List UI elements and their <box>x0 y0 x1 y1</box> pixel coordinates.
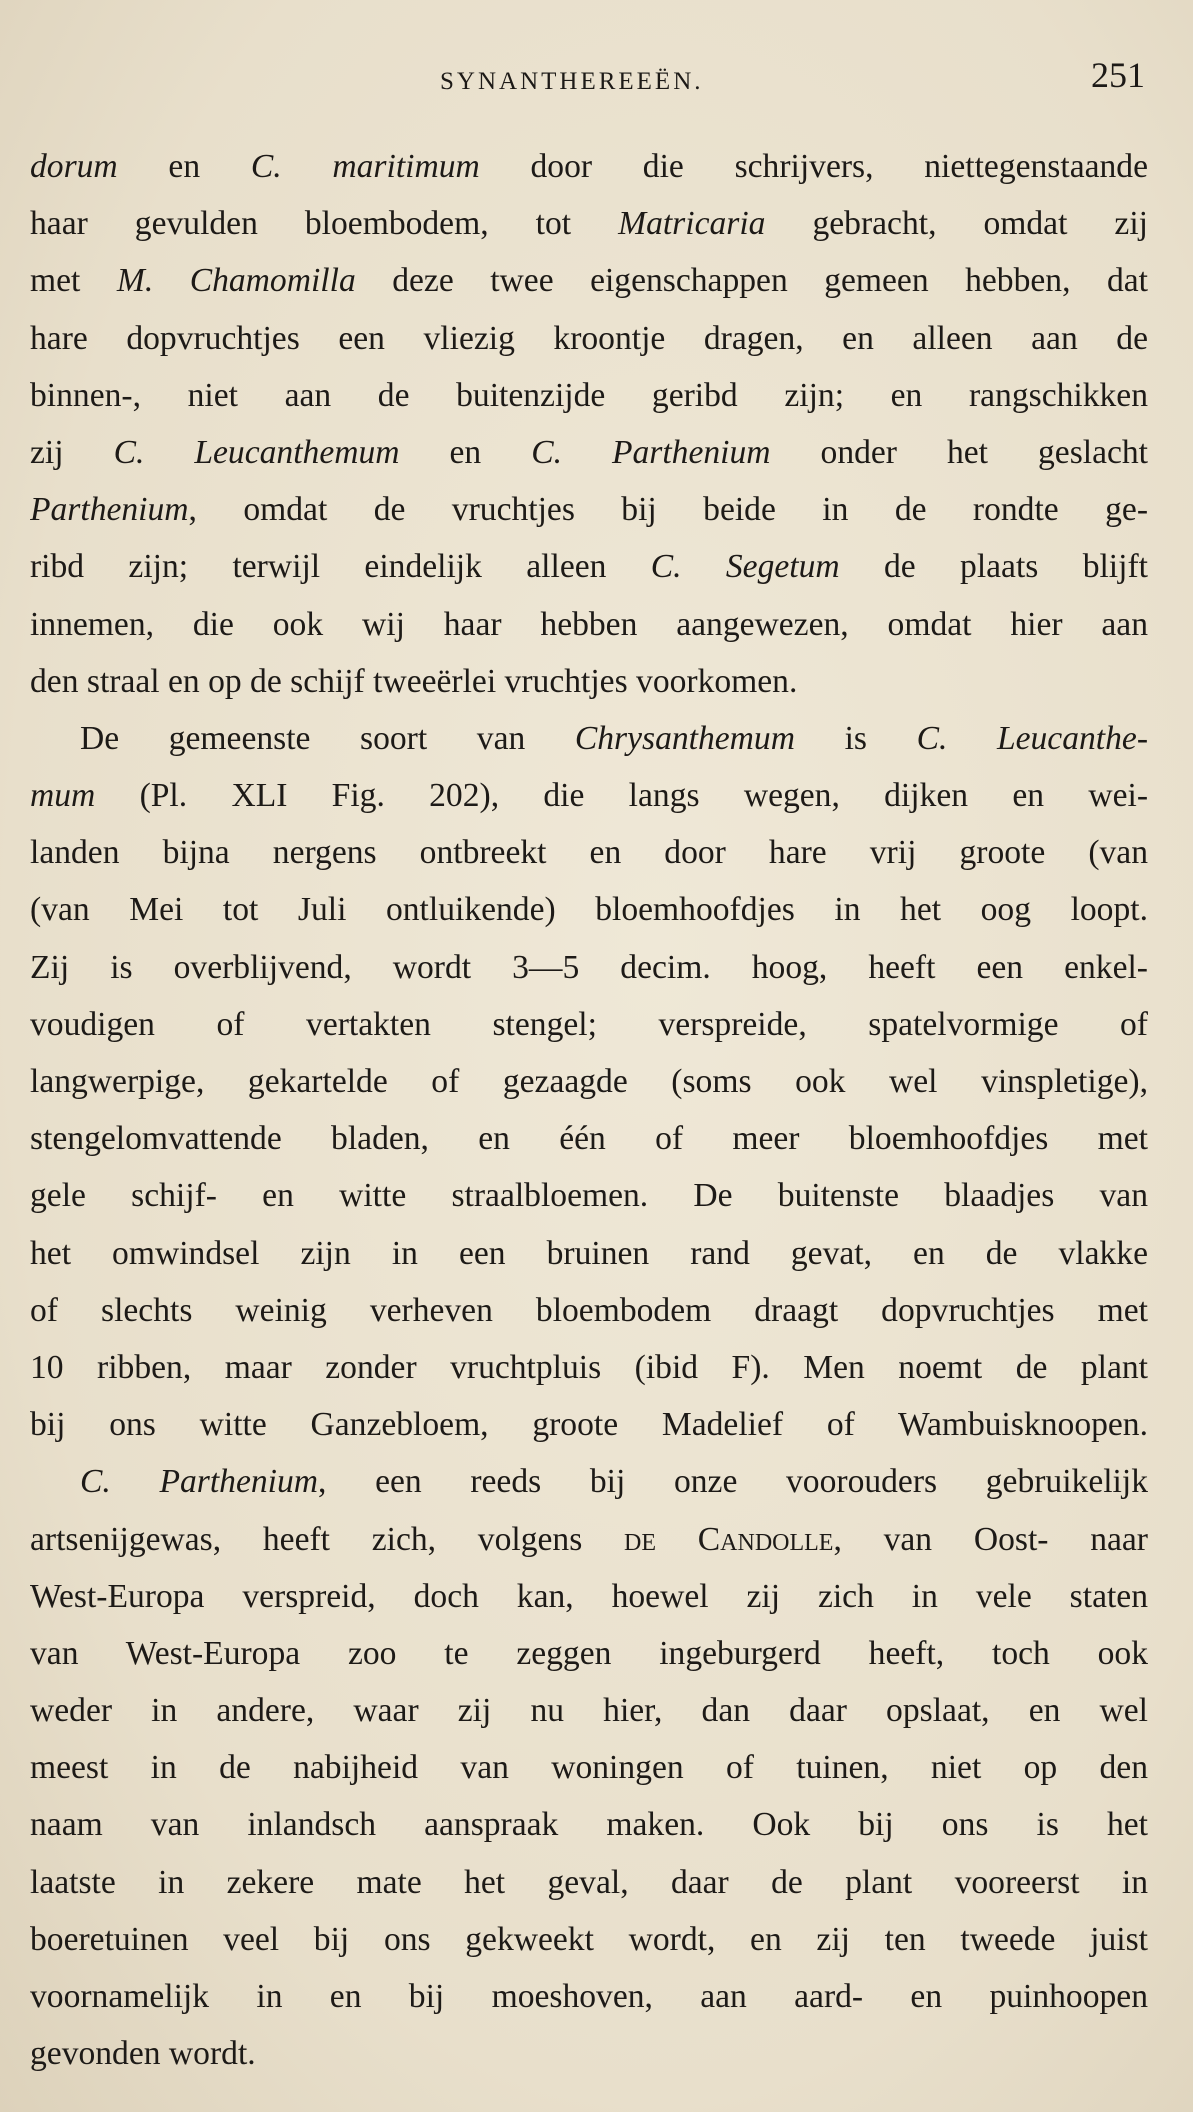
text-line: (van Mei tot Juli ontluikende) bloemhoofdjes in het oog loopt. <box>30 891 1148 929</box>
running-title: SYNANTHEREEËN. <box>440 68 704 95</box>
text-line: 10 ribben, maar zonder vruchtpluis (ibid F). Men noemt de plant <box>30 1348 1148 1386</box>
text-line: naam van inlandsch aanspraak maken. Ook bij ons is het <box>30 1806 1148 1844</box>
text-line: den straal en op de schijf tweeërlei vruchtjes voorkomen. <box>30 662 798 700</box>
body-text <box>30 138 1148 2082</box>
text-line: voornamelijk in en bij moeshoven, aan aard- en puinhoopen <box>30 1978 1148 2015</box>
text-line: het omwindsel zijn in een bruinen rand gevat, en de vlakke <box>30 1234 1148 1272</box>
text-line: Zij is overblijvend, wordt 3—5 decim. hoog, heeft een enkel- <box>30 948 1148 986</box>
text-line: De gemeenste soort van Chrysanthemum is C. Leucanthe- <box>80 719 1148 757</box>
text-line: landen bijna nergens ontbreekt en door hare vrij groote (van <box>30 834 1148 872</box>
text-line: ribd zijn; terwijl eindelijk alleen C. Segetum de plaats blijft <box>30 548 1148 586</box>
text-line: C. Parthenium, een reeds bij onze voorouders gebruikelijk <box>80 1463 1148 1501</box>
text-line: van West-Europa zoo te zeggen ingeburgerd heeft, toch ook <box>30 1634 1148 1672</box>
text-line: boeretuinen veel bij ons gekweekt wordt, en zij ten tweede juist <box>30 1920 1148 1958</box>
text-line: innemen, die ook wij haar hebben aangewezen, omdat hier aan <box>30 605 1148 643</box>
page-number: 251 <box>1091 55 1145 95</box>
text-line: bij ons witte Ganzebloem, groote Madelief of Wambuisknoopen. <box>30 1406 1148 1444</box>
text-line: stengelomvattende bladen, en één of meer bloemhoofdjes met <box>30 1120 1148 1158</box>
text-line: hare dopvruchtjes een vliezig kroontje dragen, en alleen aan de <box>30 319 1148 357</box>
text-line: zij C. Leucanthemum en C. Parthenium onder het geslacht <box>30 433 1148 471</box>
text-line: haar gevulden bloembodem, tot Matricaria gebracht, omdat zij <box>30 205 1148 243</box>
text-line: voudigen of vertakten stengel; verspreide, spatelvormige of <box>30 1005 1148 1043</box>
text-line: dorum en C. maritimum door die schrijvers, niettegenstaande <box>30 148 1148 185</box>
text-line: West-Europa verspreid, doch kan, hoewel zij zich in vele staten <box>30 1577 1148 1615</box>
text-line: mum (Pl. XLI Fig. 202), die langs wegen, dijken en wei- <box>30 777 1148 815</box>
text-line: Parthenium, omdat de vruchtjes bij beide in de rondte ge- <box>30 491 1148 529</box>
text-line: meest in de nabijheid van woningen of tuinen, niet op den <box>30 1749 1148 1787</box>
text-line: binnen-, niet aan de buitenzijde geribd zijn; en rangschikken <box>30 376 1148 414</box>
text-line: gele schijf- en witte straalbloemen. De buitenste blaadjes van <box>30 1177 1148 1215</box>
page-header <box>0 54 1193 104</box>
text-line: langwerpige, gekartelde of gezaagde (soms ook wel vinspletige), <box>30 1063 1148 1100</box>
text-line: weder in andere, waar zij nu hier, dan daar opslaat, en wel <box>30 1692 1148 1730</box>
text-line: artsenijgewas, heeft zich, volgens de Candolle, van Oost- naar <box>30 1520 1148 1558</box>
text-line: met M. Chamomilla deze twee eigenschappen gemeen hebben, dat <box>30 262 1148 300</box>
text-line: laatste in zekere mate het geval, daar de plant vooreerst in <box>30 1863 1148 1901</box>
text-line: of slechts weinig verheven bloembodem draagt dopvruchtjes met <box>30 1291 1148 1329</box>
text-line: gevonden wordt. <box>30 2035 256 2073</box>
